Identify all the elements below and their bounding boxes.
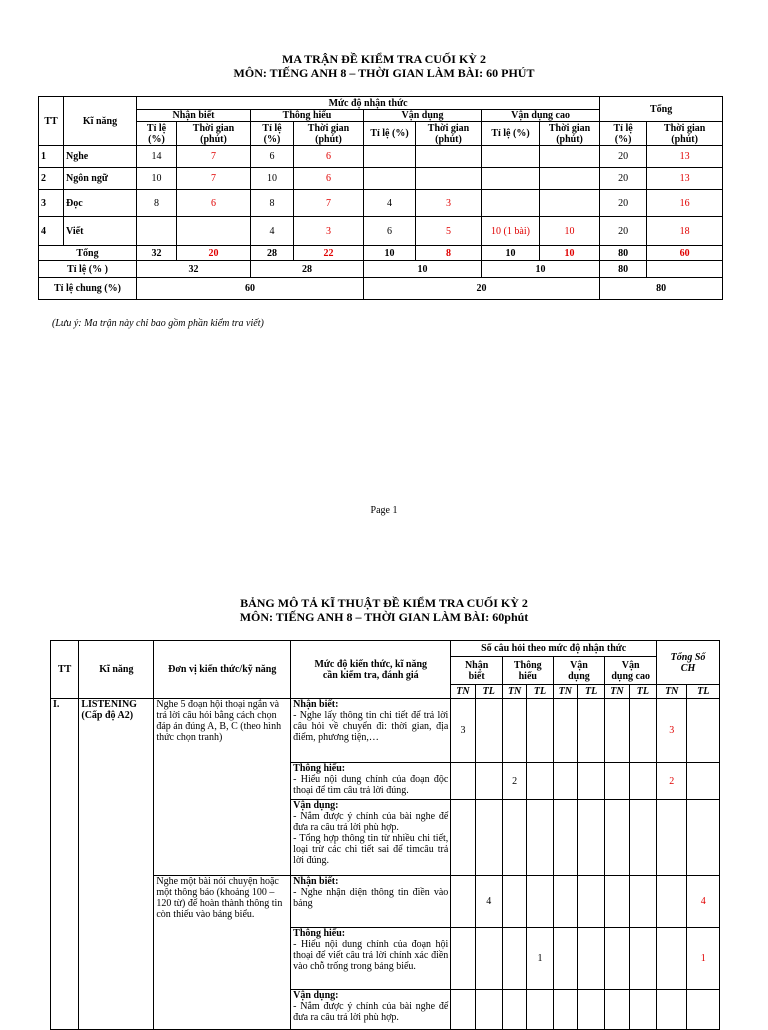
cell-total: 1: [687, 928, 720, 990]
table-row: [51, 699, 720, 763]
cell-value: 32: [137, 261, 251, 278]
sub-ti-le: Tỉ lệ (%): [137, 122, 177, 146]
cell-empty: [502, 928, 526, 990]
sub-thoi-gian: Thời gian (phút): [177, 122, 251, 146]
header-so-cau: Số câu hỏi theo mức độ nhận thức: [451, 641, 657, 657]
cell-value: 3: [451, 699, 475, 763]
ratio-row: [39, 261, 723, 278]
sub-tn: TN: [657, 685, 687, 699]
header-van-dung-cao: Vận dụng cao: [482, 110, 600, 122]
cell-value: 10: [364, 261, 482, 278]
cell-time: 5: [416, 217, 482, 246]
table-row: [39, 217, 723, 246]
header-muc-do: Mức độ nhận thức: [137, 97, 600, 110]
total-label: Tổng: [39, 246, 137, 261]
matrix-title-line1: MA TRẬN ĐỀ KIỂM TRA CUỐI KỲ 2: [282, 52, 486, 66]
cell-empty: [502, 876, 526, 928]
page-number: Page 1: [370, 505, 398, 516]
sub-tl: TL: [687, 685, 720, 699]
cell-value: 10: [251, 168, 294, 190]
cell-value: 10 (1 bài): [482, 217, 540, 246]
cell-total-time: 60: [647, 246, 723, 261]
sub-tn: TN: [605, 685, 629, 699]
header-tt: TT: [39, 97, 64, 146]
sub-ti-le: Tỉ lệ (%): [600, 122, 647, 146]
general-row: [39, 278, 723, 300]
cell-value: 6: [251, 146, 294, 168]
cell-empty: [605, 763, 629, 800]
cell-empty: [577, 699, 604, 763]
cell-time: 8: [416, 246, 482, 261]
sub-tl: TL: [577, 685, 604, 699]
cell-empty: [475, 928, 502, 990]
cell-value: 10: [482, 246, 540, 261]
cell-time: 10: [540, 217, 600, 246]
cell-empty: [577, 928, 604, 990]
cell-time: 10: [540, 246, 600, 261]
cell-empty: [527, 699, 553, 763]
cell-empty: [657, 928, 687, 990]
matrix-note: (Lưu ý: Ma trận này chỉ bao gồm phần kiểm tra viết): [52, 318, 264, 329]
sub-ti-le: Tỉ lệ (%): [251, 122, 294, 146]
cell-value: 8: [137, 190, 177, 217]
cell-total: 20: [600, 168, 647, 190]
cell-value: 1: [527, 928, 553, 990]
cell-value: 14: [137, 146, 177, 168]
cell-value: 28: [251, 246, 294, 261]
cell-empty: [553, 876, 577, 928]
cell-time: [540, 190, 600, 217]
header-ki-nang: Kĩ năng: [64, 97, 137, 146]
cell-empty: [657, 876, 687, 928]
header-van-dung: Vận dụng: [553, 657, 605, 685]
cell-empty: [629, 800, 656, 876]
row-tt: 4: [39, 217, 64, 246]
cell-time: 22: [294, 246, 364, 261]
cell-empty: [502, 800, 526, 876]
cell-value: 4: [475, 876, 502, 928]
spec-title-line1: BẢNG MÔ TẢ KĨ THUẬT ĐỀ KIỂM TRA CUỐI KỲ 2: [240, 596, 528, 610]
sub-tl: TL: [527, 685, 553, 699]
cell-empty: [687, 763, 720, 800]
cell-value: [482, 146, 540, 168]
cell-value: 60: [137, 278, 364, 300]
header-thong-hieu: Thông hiểu: [251, 110, 364, 122]
cell-time: 20: [177, 246, 251, 261]
cell-time: 6: [294, 146, 364, 168]
cell-value: [137, 217, 177, 246]
cell-empty: [647, 261, 723, 278]
header-tong-so: Tổng Số CH: [657, 641, 720, 685]
sub-tl: TL: [629, 685, 656, 699]
sub-ti-le: Tỉ lệ (%): [364, 122, 416, 146]
cell-empty: [605, 800, 629, 876]
sub-ti-le: Tỉ lệ (%): [482, 122, 540, 146]
cell-time: [416, 146, 482, 168]
table-row: [39, 146, 723, 168]
cell-value: 32: [137, 246, 177, 261]
row-tt: 1: [39, 146, 64, 168]
cell-value: 28: [251, 261, 364, 278]
cell-total-time: 13: [647, 168, 723, 190]
header-tong: Tổng: [600, 97, 723, 122]
cell-time: [177, 217, 251, 246]
cell-value: [482, 190, 540, 217]
header-van-dung-cao: Vận dụng cao: [605, 657, 657, 685]
cell-empty: [475, 763, 502, 800]
cell-value: [364, 146, 416, 168]
matrix-table: [38, 96, 723, 300]
cell-total: 80: [600, 278, 723, 300]
header-nhan-biet: Nhận biết: [451, 657, 503, 685]
cell-total: 20: [600, 217, 647, 246]
spec-table: [50, 640, 720, 1030]
cell-value: 8: [251, 190, 294, 217]
header-van-dung: Vận dụng: [364, 110, 482, 122]
cell-time: 7: [177, 168, 251, 190]
spec-title-line2: MÔN: TIẾNG ANH 8 – THỜI GIAN LÀM BÀI: 60phút: [239, 610, 529, 624]
table-row: [39, 190, 723, 217]
cell-empty: [687, 699, 720, 763]
row-tt: 2: [39, 168, 64, 190]
cell-empty: [451, 800, 475, 876]
cell-empty: [629, 876, 656, 928]
cell-total: 3: [657, 699, 687, 763]
cell-value: 6: [364, 217, 416, 246]
cell-time: [416, 168, 482, 190]
header-nhan-biet: Nhận biết: [137, 110, 251, 122]
cell-empty: [577, 876, 604, 928]
cell-value: [482, 168, 540, 190]
cell-total-time: 18: [647, 217, 723, 246]
general-label: Tỉ lệ chung (%): [39, 278, 137, 300]
cell-empty: [605, 876, 629, 928]
cell-empty: [527, 876, 553, 928]
cell-empty: [553, 928, 577, 990]
row-skill: Đọc: [64, 190, 137, 217]
sub-thoi-gian: Thời gian (phút): [540, 122, 600, 146]
cell-empty: [687, 800, 720, 876]
cell-empty: [527, 763, 553, 800]
header-don-vi: Đơn vị kiến thức/kỹ năng: [154, 641, 291, 699]
sub-tn: TN: [553, 685, 577, 699]
sub-thoi-gian: Thời gian (phút): [416, 122, 482, 146]
sub-tl: TL: [475, 685, 502, 699]
cell-value: 10: [364, 246, 416, 261]
cell-empty: [527, 800, 553, 876]
cell-total: 2: [657, 763, 687, 800]
cell-empty: [451, 928, 475, 990]
ratio-label: Tỉ lệ (% ): [39, 261, 137, 278]
cell-empty: [502, 699, 526, 763]
table-row: [39, 168, 723, 190]
cell-empty: [605, 928, 629, 990]
row-tt: 3: [39, 190, 64, 217]
cell-time: 7: [294, 190, 364, 217]
cell-empty: [451, 876, 475, 928]
cell-empty: [475, 699, 502, 763]
sub-tn: TN: [502, 685, 526, 699]
row-skill: Ngôn ngữ: [64, 168, 137, 190]
matrix-title-line2: MÔN: TIẾNG ANH 8 – THỜI GIAN LÀM BÀI: 60 PHÚT: [233, 66, 535, 80]
cell-value: [364, 168, 416, 190]
cell-empty: [553, 699, 577, 763]
level-description: Thông hiểu: - Hiểu nội dung chính của đoạn hội thoại để viết câu trả lời chính xác điền vào chỗ trống trong bảng biểu.: [291, 928, 451, 990]
level-description: Nhận biết: - Nghe nhận diện thông tin điền vào bảng: [291, 876, 451, 928]
row-skill: Nghe: [64, 146, 137, 168]
section-tt: I.: [51, 699, 79, 1030]
cell-time: [540, 168, 600, 190]
header-muc-do: Mức độ kiến thức, kĩ năng cần kiểm tra, đánh giá: [291, 641, 451, 699]
level-description: Vận dụng: - Nắm được ý chính của bài nghe để đưa ra câu trả lời phù hợp. - Tổng hợp thông tin từ nhiều chi tiết, loại trừ các chi tiết sai để timcâu trả lời đúng.: [291, 800, 451, 876]
cell-empty: [629, 699, 656, 763]
cell-empty: [577, 800, 604, 876]
level-description: Thông hiểu: - Hiểu nội dung chính của đoạn độc thoại để tìm câu trả lời đúng.: [291, 763, 451, 800]
cell-value: 10: [482, 261, 600, 278]
cell-total-time: 16: [647, 190, 723, 217]
cell-total: 20: [600, 146, 647, 168]
level-description: Nhận biết: - Nghe lấy thông tin chi tiết để trả lời câu hỏi về chuyển đi: thời gian, địa điểm, phương tiện,…: [291, 699, 451, 763]
cell-empty: [629, 928, 656, 990]
cell-total: 20: [600, 190, 647, 217]
unit-description: Nghe 5 đoạn hội thoại ngắn và trả lời câu hỏi bằng cách chọn đáp án đúng A, B, C (theo hình thức chọn tranh): [154, 699, 291, 876]
cell-total: 4: [687, 876, 720, 928]
cell-empty: [553, 763, 577, 800]
sub-tn: TN: [451, 685, 475, 699]
cell-total: 80: [600, 246, 647, 261]
cell-empty: [629, 763, 656, 800]
header-thong-hieu: Thông hiểu: [502, 657, 553, 685]
cell-empty: [553, 800, 577, 876]
cell-empty: [451, 763, 475, 800]
cell-time: [540, 146, 600, 168]
cell-time: 6: [177, 190, 251, 217]
header-tt: TT: [51, 641, 79, 699]
section-skill: LISTENING (Cấp độ A2): [79, 699, 154, 1030]
cell-time: 3: [416, 190, 482, 217]
cell-total: 80: [600, 261, 647, 278]
cell-value: 2: [502, 763, 526, 800]
cell-value: 10: [137, 168, 177, 190]
cell-value: 20: [364, 278, 600, 300]
header-ki-nang: Kĩ năng: [79, 641, 154, 699]
cell-time: 6: [294, 168, 364, 190]
row-skill: Viết: [64, 217, 137, 246]
unit-description: Nghe một bài nói chuyện hoặc một thông báo (khoảng 100 – 120 từ) để hoàn thành thông tin còn thiếu vào bảng biểu.: [154, 876, 291, 1030]
matrix-title: [0, 52, 768, 80]
sub-thoi-gian: Thời gian (phút): [294, 122, 364, 146]
cell-empty: [577, 763, 604, 800]
spec-title: [0, 596, 768, 624]
cell-value: 4: [251, 217, 294, 246]
cell-total-time: 13: [647, 146, 723, 168]
sub-thoi-gian: Thời gian (phút): [647, 122, 723, 146]
level-description: Vận dụng: - Nắm được ý chính của bài nghe để đưa ra câu trả lời phù hợp.: [291, 990, 451, 1030]
cell-empty: [657, 800, 687, 876]
cell-empty: [475, 800, 502, 876]
total-row: [39, 246, 723, 261]
cell-value: 4: [364, 190, 416, 217]
cell-empty: [605, 699, 629, 763]
cell-time: 3: [294, 217, 364, 246]
cell-time: 7: [177, 146, 251, 168]
